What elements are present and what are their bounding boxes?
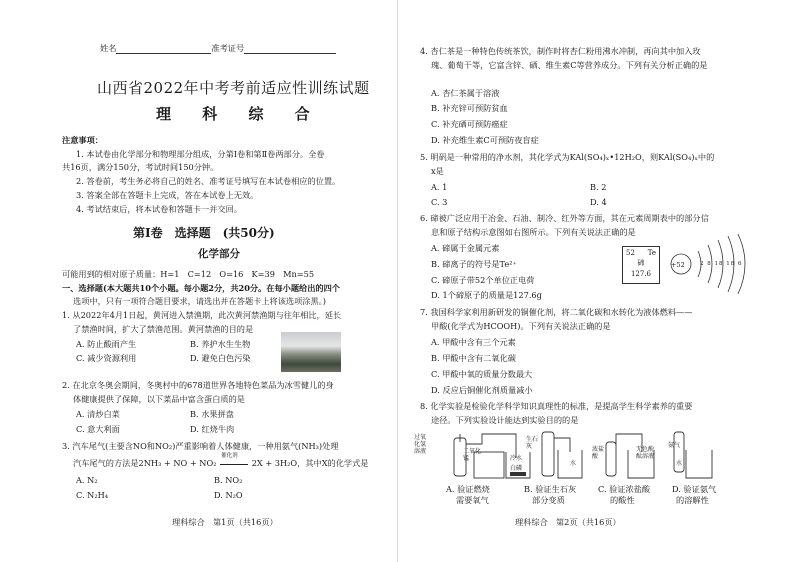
note-item: 1. 本试卷由化学部分和物理部分组成，分第Ⅰ卷和第Ⅱ卷两部分。全卷 (76, 149, 325, 159)
q7-option-c[interactable]: C. 甲酸中氧的质量分数最大 (431, 369, 533, 379)
q1-stem: 了禁渔时间，扩大了禁渔范围。黄河禁渔的目的是 (73, 324, 254, 334)
q1-option-c[interactable]: C. 减少资源利用 (76, 353, 137, 363)
q8-option-c[interactable]: C. 验证浓盐酸 (598, 484, 651, 494)
q5-option-a[interactable]: A. 1 (431, 182, 448, 192)
q3-stem: 3. 汽车尾气(主要含NO和NO₂)严重影响着人体健康，一种用氨气(NH₃)处理 (62, 441, 339, 451)
label-mno2: 二氧化锰 (463, 448, 482, 462)
q2-stem: 体健康提供了保障，以下菜品中富含蛋白质的是 (73, 394, 245, 404)
q7-option-a[interactable]: A. 甲酸中含有三个元素 (431, 337, 516, 347)
q8-option-d[interactable]: 的溶解性 (676, 495, 709, 505)
note-item: 2. 答卷前，考生务必将自己的姓名、准考证号填写在本试卷相应的位置。 (76, 176, 341, 186)
name-label: 姓名 (100, 43, 117, 53)
paper-title: 山西省2022年中考考前适应性训练试题 (97, 79, 370, 97)
name-field (100, 43, 336, 54)
periodic-table-cell (622, 246, 660, 284)
q8-option-a[interactable]: 需要氧气 (456, 495, 489, 505)
q6-option-d[interactable]: D. 1个碲原子的质量是127.6g (431, 290, 542, 300)
q3-option-c[interactable]: C. N₂H₄ (76, 490, 109, 500)
element-name: 碲 (637, 259, 645, 267)
yellow-river-photo (281, 332, 341, 372)
exam-no-label: 准考证号 (211, 43, 245, 53)
q3-option-a[interactable]: A. N₂ (76, 475, 98, 485)
q2-option-b[interactable]: B. 水果拼盘 (190, 409, 234, 419)
q8-option-b[interactable]: 部分变质 (532, 495, 565, 505)
page-divider (397, 0, 398, 562)
label-water-d: 水 (676, 460, 683, 467)
q1-stem: 1. 从2022年4月1日起，黄河进入禁渔期，此次黄河禁渔期与往年相比，延长 (62, 310, 342, 320)
q5-option-c[interactable]: C. 3 (431, 197, 448, 207)
q6-stem: 6. 碲被广泛应用于冶金、石油、制冷、红外等方面，其在元素周期表中的部分信 (420, 213, 709, 223)
footer-left: 理科综合 第1页（共16页） (172, 517, 278, 527)
note-item: 3. 答案全部在答题卡上完成，答在本试卷上无效。 (76, 190, 259, 200)
q5-stem: x是 (431, 166, 444, 176)
label-h2o2: 过氧化氢溶液 (414, 434, 427, 455)
notes-heading: 注意事项： (62, 135, 103, 145)
label-ammonia: 氨气 (668, 442, 681, 449)
q1-option-a[interactable]: A. 防止酸雨产生 (76, 339, 137, 349)
q3-option-b[interactable]: B. NO₂ (214, 475, 243, 485)
q2-option-d[interactable]: D. 红烧牛肉 (190, 424, 235, 434)
catalyst-label: 催化剂 (221, 453, 238, 459)
q3-products: 2X + 3H₂O，其中X的化学式是 (251, 458, 369, 468)
element-symbol: Te (647, 249, 656, 257)
q4-stem: 瑰、葡萄干等，它富含锌、硒、维生素C等营养成分。下列有关分析正确的是 (431, 60, 708, 70)
section-intro: 一、选择题(本大题共10个小题。每小题2分，共20分。在每小题给出的四个 (62, 283, 340, 293)
q8-option-d[interactable]: D. 验证氨气 (672, 484, 717, 494)
note-item: 4. 考试结束后，将本试卷和答题卡一并交回。 (76, 204, 242, 214)
q6-option-c[interactable]: C. 碲原子带52个单位正电荷 (431, 275, 535, 285)
label-phenolphthalein: 无色酚酞溶液 (636, 446, 655, 460)
q7-option-d[interactable]: D. 反应后铜催化剂质量减小 (431, 385, 533, 395)
q8-stem: 8. 化学实验是检验化学科学知识真理性的标准，是提高学生科学素养的重要 (420, 401, 693, 411)
q4-stem: 4. 杏仁茶是一种特色传统茶饮，制作时将杏仁粉用沸水冲制，再向其中加入玫 (420, 46, 701, 56)
q2-stem: 2. 在北京冬奥会期间，冬奥村中的678道世界各地特色菜品为冰雪健儿的身 (62, 380, 334, 390)
q6-option-b[interactable]: B. 碲离子的符号是Te²⁺ (431, 259, 517, 269)
q2-option-a[interactable]: A. 清炒白菜 (76, 409, 120, 419)
q5-stem: 5. 明矾是一种常用的净水剂，其化学式为KAl(SO₄)ₓ•12H₂O，则KAl(SO₄)ₓ中的 (420, 152, 715, 162)
nucleus-charge: +52 (671, 261, 685, 269)
q5-option-d[interactable]: D. 4 (590, 197, 607, 207)
q8-option-b[interactable]: B. 验证生石灰 (524, 484, 577, 494)
label-white-phosphorus: 白磷 (510, 465, 523, 472)
q8-option-c[interactable]: 的酸性 (610, 495, 635, 505)
subject-title: 理 科 综 合 (156, 105, 323, 123)
q4-option-d[interactable]: D. 补充维生素C可预防夜盲症 (431, 135, 539, 145)
q3-reactants: 汽车尾气的方法是2NH₃ + NO + NO₂ (73, 458, 217, 468)
section-title: 第Ⅰ卷 选择题 (共50分) (133, 226, 275, 240)
label-water-b: 水 (570, 460, 577, 467)
q7-stem: 甲酸(化学式为HCOOH)。下列有关说法正确的是 (431, 321, 611, 331)
atomic-mass: 可能用到的相对原子质量：H=1 C=12 O=16 K=39 Mn=55 (62, 269, 315, 279)
q7-stem: 7. 我国科学家利用新研发的铜催化剂，将二氧化碳和水转化为液体燃料—— (420, 307, 693, 317)
q6-option-a[interactable]: A. 碲属于金属元素 (431, 243, 500, 253)
q4-option-a[interactable]: A. 杏仁茶属于溶液 (431, 88, 500, 98)
q8-option-a[interactable]: A. 验证燃烧 (446, 484, 490, 494)
q2-option-c[interactable]: C. 意大利面 (76, 424, 120, 434)
q3-equation (73, 453, 369, 469)
atomic-number: 52 (626, 249, 635, 257)
q1-option-b[interactable]: B. 养护水生生物 (190, 339, 251, 349)
atomic-mass-value: 127.6 (630, 270, 652, 278)
q6-stem: 息和原子结构示意图如右图所示。下列有关说法正确的是 (431, 227, 636, 237)
electron-shells: 2 8 18 18 6 (700, 261, 743, 267)
q1-option-d[interactable]: D. 避免白色污染 (190, 353, 251, 363)
section-intro: 选项中，只有一项符合题目要求，请选出并在答题卡上将该选项涂黑。) (73, 296, 326, 306)
label-cold-water: 冷水 (510, 455, 523, 462)
q3-option-d[interactable]: D. N₂O (214, 490, 243, 500)
q5-option-b[interactable]: B. 2 (590, 182, 607, 192)
q8-stem: 途径。下列实验设计能达到实验目的的是 (431, 415, 579, 425)
label-quicklime: 生石灰 (526, 436, 539, 450)
label-conc-hcl: 浓盐酸 (592, 446, 605, 460)
note-item: 共16页，满分150分，考试时间150分钟。 (62, 162, 219, 172)
footer-right: 理科综合 第2页（共16页） (515, 517, 621, 527)
q4-option-c[interactable]: C. 补充硒可预防癌症 (431, 119, 508, 129)
q4-option-b[interactable]: B. 补充锌可预防贫血 (431, 103, 508, 113)
q7-option-b[interactable]: B. 甲酸中含有二氧化碳 (431, 353, 516, 363)
part-title: 化学部分 (198, 248, 240, 260)
